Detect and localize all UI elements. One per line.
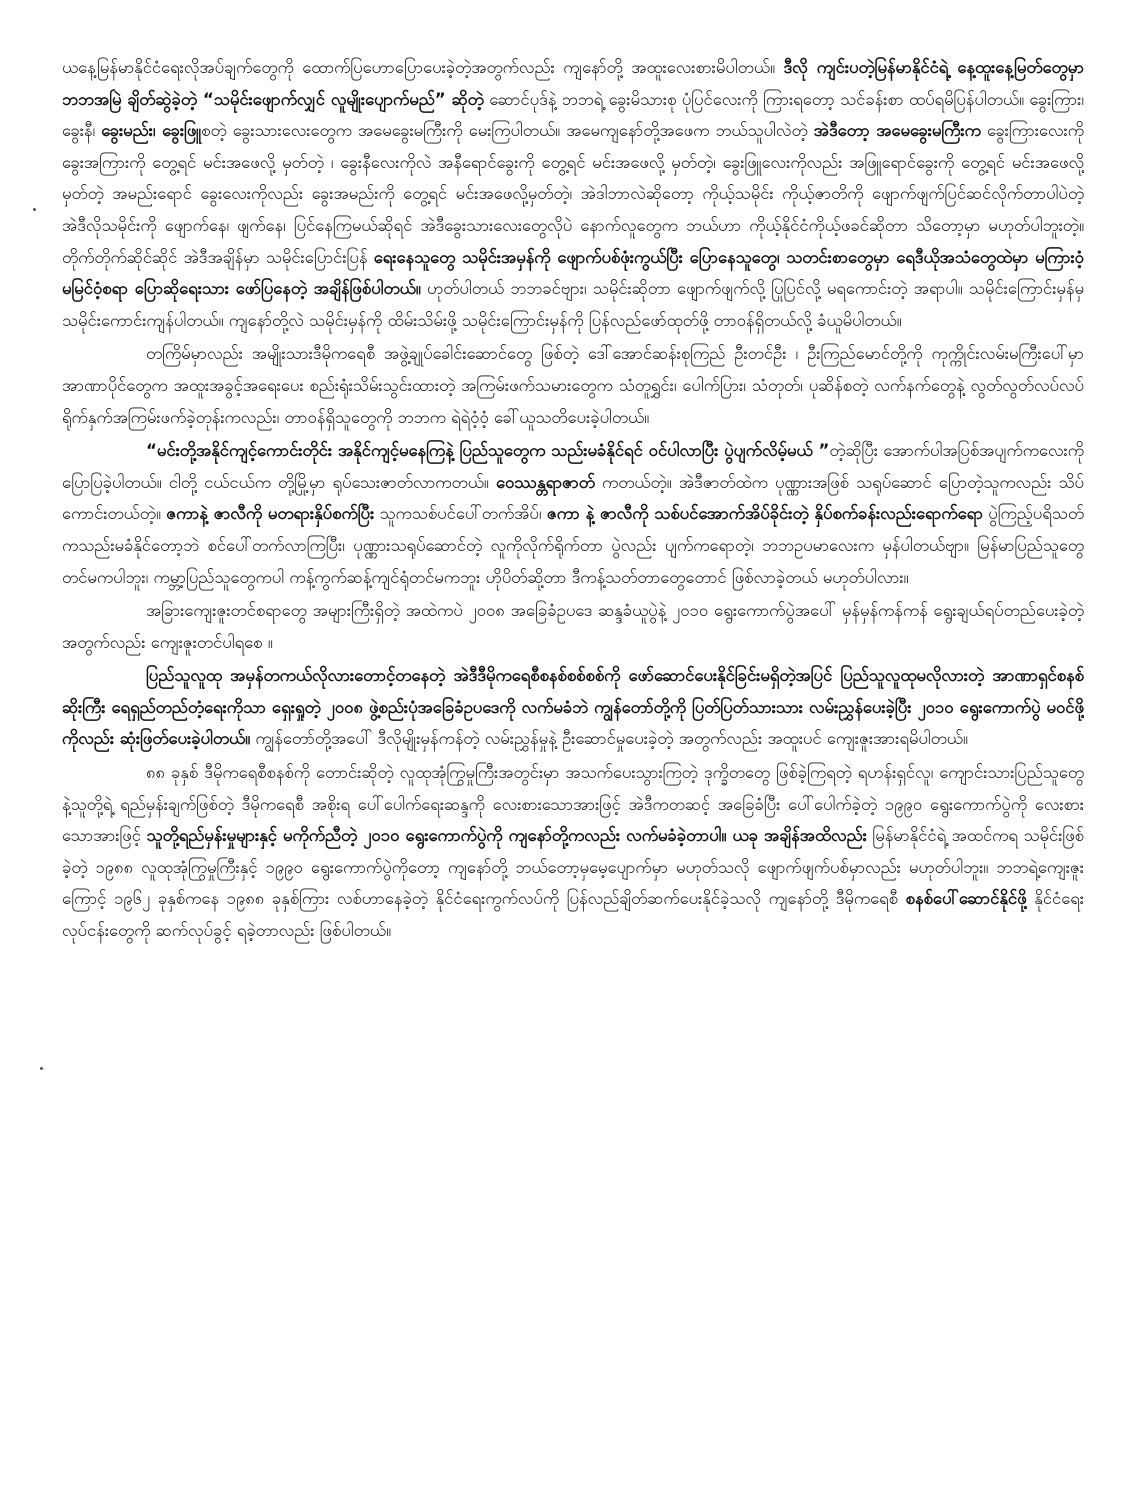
bold-text-segment: ဇကာ နဲ့ ဇာလီကို သစ်ပင်အောက်အိပ်ခိုင်းတဲ့ နှိပ်စက်ခန်းလည်းရောက်ရော bbox=[546, 504, 983, 524]
text-segment: ဟုတ်ပါတယ် ဘဘခင်ဗျား၊ သမိုင်းဆိုတာ ဖျောက်ဖျက်လို့ ပြုပြင်လို့ မရကောင်းတဲ့ အရာပါ။ သမိုင်းကြောင်းမှန်မှ သမိုင်းကောင်းကျန်ပါတယ်။ ကျနော်တို့လဲ သမိုင်းမှန်ကို ထိမ်းသိမ်းဖို့ သမိုင်းကြောင်းမှန်ကို ပြန်လည်ဖော်ထုတ်ဖို့ တာဝန်ရှိတယ်လို့ ခံယူမိပါတယ်။ bbox=[62, 279, 1084, 330]
bold-text-segment: ဝေဿန္တရာဇာတ် bbox=[495, 472, 595, 492]
text-segment: ကျွန်တော်တို့အပေါ် ဒီလိုမျိုးမှန်ကန်တဲ့ လမ်းညွှန်မှုနဲ့ ဦးဆောင်မှုပေးခဲ့တဲ့ အတွက်လည်း အထူးပင် ကျေးဇူးအားရမိပါတယ်။ bbox=[250, 729, 968, 749]
bold-text-segment: ဒီလို ကျင်းပတဲ့မြန်မာနိုင်ငံရဲ့ နေ့ထူးနေ့မြတ်တွေမှာ ဘဘအမြဲ ချိတ်ဆွဲခဲ့တဲ့ bbox=[62, 58, 1084, 109]
bold-text-segment: ပြည်သူလူထု အမှန်တကယ်လိုလားတောင့်တနေတဲ့ အဲဒီဒီမိုကရေစီစနစ်စစ်စစ်ကို ဖော်ဆောင်ပေးနိုင်ခြင်းမရှိတဲ့အပြင် ပြည်သူလူထုမလိုလားတဲ့ အာဏာရှင်စနစ်ဆိုးကြီး ရေရှည်တည်တံ့ရေးကိုသာ ရှေးရှုတဲ့ ၂၀၀၈ ဖွဲ့စည်းပုံအခြေခံဥပဒေကို လက်မခံဘဲ ကျွန်တော်တို့ကို ပြတ်ပြတ်သားသား လမ်းညွှန်ပေးခဲ့ပြီး ၂၀၁၀ ရွေးကောက်ပွဲ မဝင်ဖို့ကိုလည်း ဆုံးဖြတ်ပေးခဲ့ပါတယ်။ bbox=[62, 666, 1084, 749]
text-segment: နိုင်ငံရေးလုပ်ငန်းတွေကို ဆက်လုပ်ခွင့် ရခဲ့တာလည်း ဖြစ်ပါတယ်။ bbox=[62, 889, 1084, 941]
text-segment: သူကသစ်ပင်ပေါ်တက်အိပ်၊ bbox=[374, 504, 547, 524]
scan-speck bbox=[33, 208, 36, 211]
text-segment: မြန်မာနိုင်ငံရဲ့ အထင်ကရ သမိုင်းဖြစ်ခဲ့တဲ့ ၁၉၈၈ လူထုအုံကြွမှုကြီးနှင့် ၁၉၉၀ ရွေးကောက်ပွဲကိုတော့ ကျနော်တို့ ဘယ်တော့မှမေ့ပျောက်မှာ မဟုတ်သလို ဖျောက်ဖျက်ပစ်မှာလည်း မဟုတ်ပါဘူး။ ဘဘရဲ့ကျေးဇူးကြောင့် ၁၉၆၂ ခုနှစ်ကနေ ၁၉၈၈ ခုနှစ်ကြား လစ်ဟာနေခဲ့တဲ့ နိုင်ငံရေးကွက်လပ်ကို ပြန်လည်ချိတ်ဆက်ပေးနိုင်ခဲ့သလို ကျနော်တို့ ဒီမိုကရေစီ bbox=[62, 826, 1084, 909]
bold-text-segment: ခွေးမည်း၊ ခွေးဖြူ bbox=[101, 121, 202, 141]
document-body bbox=[62, 52, 1084, 947]
text-segment: အခြားကျေးဇူးတင်စရာတွေ အများကြီးရှိတဲ့ အထဲကပဲ ၂၀၀၈ အခြေခံဥပဒေ ဆန္ဒခံယူပွဲနဲ့ ၂၀၁၀ ရွေးကောက်ပွဲအပေါ် မှန်မှန်ကန်ကန် ရွေးချယ်ရပ်တည်ပေးခဲ့တဲ့အတွက်လည်း ကျေးဇူးတင်ပါရစေ ။ bbox=[62, 601, 1084, 652]
paragraph-p4 bbox=[62, 595, 1084, 658]
bold-text-segment: “မင်းတို့အနိုင်ကျင့်ကောင်းတိုင်း အနိုင်ကျင့်မနေကြနဲ့ ပြည်သူတွေက သည်းမခံနိုင်ရင် ဝင်ပါလာပြီး ပွဲပျက်လိမ့်မယ် ” bbox=[146, 441, 830, 461]
text-segment: တဲ့ဆိုပြီး အောက်ပါအပြစ်အပျက်ကလေးကို ပြောပြခဲ့ပါတယ်။ ငါတို့ ငယ်ငယ်က တို့မြို့မှာ ရုပ်သေးဇာတ်လာကတယ်။ bbox=[62, 441, 1084, 492]
bold-text-segment: အဲဒီတော့ အမေခွေးမကြီးက bbox=[813, 121, 981, 141]
paragraph-p2 bbox=[62, 338, 1084, 433]
bold-text-segment: စနစ်ပေါ်ဆောင်နိုင်ဖို့ bbox=[905, 889, 1027, 909]
paragraph-p3 bbox=[62, 435, 1084, 593]
bold-text-segment: ရေးနေသူတွေ သမိုင်းအမှန်ကို ဖျောက်ပစ်ဖုံးကွယ်ပြီး ပြောနေသူတွေ၊ သတင်းစာတွေမှာ ရေဒီယိုအသံတွေထဲမှာ မကြားဝံ့ မမြင်ဝံ့စရာ ပြောဆိုရေးသား ဖော်ပြနေတဲ့ အချိန်ဖြစ်ပါတယ်။ bbox=[62, 247, 1084, 299]
text-segment: ပွဲကြည့်ပရိသတ်ကသည်းမခံနိုင်တော့ဘဲ စင်ပေါ်တက်လာကြပြီး၊ ပုဏ္ဏားသရုပ်ဆောင်တဲ့ လူကိုလိုက်ရိုက်တာ ပွဲလည်း ပျက်ကရောတဲ့၊ ဘဘဥပမာလေးက မှန်ပါတယ်ဗျာ။ မြန်မာပြည်သူတွေ တင်မကပါဘူး၊ ကမ္ဘာ့ပြည်သူတွေကပါ ကန့်ကွက်ဆန့်ကျင်ရုံတင်မကဘူး ဟိုပိတ်ဆို့တာ ဒီကန့်သတ်တာတွေတောင် ဖြစ်လာခဲ့တယ် မဟုတ်ပါလား။ bbox=[62, 504, 1084, 587]
text-segment: ယနေ့မြန်မာနိုင်ငံရေးလိုအပ်ချက်တွေကို ထောက်ပြဟောပြောပေးခဲ့တဲ့အတွက်လည်း ကျနော်တို့ အထူးလေးစားမိပါတယ်။ bbox=[62, 58, 784, 77]
paragraph-p6 bbox=[62, 757, 1084, 947]
bold-text-segment: “သမိုင်းဖျောက်လျှင် လူမျိုးပျောက်မည်” ဆိုတဲ့ bbox=[202, 89, 484, 109]
bold-text-segment: ဇကာနဲ့ ဇာလီကို မတရားနှိပ်စက်ပြီး bbox=[166, 504, 375, 524]
text-segment: စတဲ့ ခွေးသားလေးတွေက အမေခွေးမကြီးကို မေးကြပါတယ်။ အမေကျနော်တို့အဖေက ဘယ်သူပါလဲတဲ့ bbox=[201, 121, 814, 141]
paragraph-p1 bbox=[62, 52, 1084, 336]
bold-text-segment: သူတို့ရည်မှန်းမှုများနှင့် မကိုက်ညီတဲ့ ၂၀၁၀ ရွေးကောက်ပွဲကို ကျနော်တို့ကလည်း လက်မခံခဲ့တာပါ။ ယခု အချိန်အထိလည်း bbox=[146, 826, 867, 846]
paragraph-p5 bbox=[62, 660, 1084, 755]
text-segment: တကြိမ်မှာလည်း အမျိုးသားဒီမိုကရေစီ အဖွဲ့ချုပ်ခေါင်းဆောင်တွေ ဖြစ်တဲ့ ဒေါ်အောင်ဆန်းစုကြည် ဦးတင်ဦး ၊ ဦးကြည်မောင်တို့ကို ကုက္ကိုင်းလမ်းမကြီးပေါ်မှာ အာဏာပိုင်တွေက အထူးအခွင့်အရေးပေး စည်းရုံးသိမ်းသွင်းထားတဲ့ အကြမ်းဖက်သမားတွေက သံတူရွှင်း၊ ပေါက်ပြား၊ သံတုတ်၊ ပုဆိန်စတဲ့ လက်နက်တွေနဲ့ လွတ်လွတ်လပ်လပ် ရိုက်နှက်အကြမ်းဖက်ခဲ့တုန်းကလည်း၊ တာဝန်ရှိသူတွေကို ဘဘက ရဲရဲဝံ့ဝံ့ ခေါ်ယူသတိပေးခဲ့ပါတယ်။ bbox=[62, 344, 1084, 427]
document-page bbox=[62, 52, 1084, 1472]
text-segment: ကတယ်တဲ့။ အဲဒီဇာတ်ထဲက ပုဏ္ဏားအဖြစ် သရုပ်ဆောင် ပြောတဲ့သူကလည်း သိပ်ကောင်းတယ်တဲ့။ bbox=[62, 472, 1084, 524]
scan-speck bbox=[40, 1067, 43, 1070]
text-segment: ခွေးကြားလေးကို ခွေးအကြားကို တွေ့ရင် မင်းအဖေလို့ မှတ်တဲ့ ၊ ခွေးနီလေးကိုလဲ အနီရောင်ခွေးကို တွေ့ရင် မင်းအဖေလို့ မှတ်တဲ့၊ ခွေးဖြူလေးကိုလည်း အဖြူရောင်ခွေးကို တွေ့ရင် မင်းအဖေလို့မှတ်တဲ့ အမည်းရောင် ခွေးလေးကိုလည်း ခွေးအမည်းကို တွေ့ရင် မင်းအဖေလို့မှတ်တဲ့၊ အဲဒါဘာလဲဆိုတော့ ကိုယ့်သမိုင်း ကိုယ့်ဇာတိကို ဖျောက်ဖျက်ပြင်ဆင်လိုက်တာပါပဲတဲ့ အဲဒီလိုသမိုင်းကို ဖျောက်နေ၊ ဖျက်နေ၊ ပြင်နေကြမယ်ဆိုရင် အဲဒီခွေးသားလေးတွေလိုပဲ နောက်လူတွေက ဘယ်ဟာ ကိုယ့်နိုင်ငံကိုယ့်ဖခင်ဆိုတာ သိတော့မှာ မဟုတ်ပါဘူးတဲ့။ တိုက်တိုက်ဆိုင်ဆိုင် အဲဒီအချိန်မှာ သမိုင်းပြောင်းပြန် bbox=[62, 121, 1084, 267]
text-segment: ၈၈ ခုနှစ် ဒီမိုကရေစီစနစ်ကို တောင်းဆိုတဲ့ လူထုအုံကြွမှုကြီးအတွင်းမှာ အသက်ပေးသွားကြတဲ့ ဒုက္ခိတတွေ ဖြစ်ခဲ့ကြရတဲ့ ရဟန်းရှင်လူ၊ ကျောင်းသားပြည်သူတွေနဲ့သူတို့ရဲ့ ရည်မှန်းချက်ဖြစ်တဲ့ ဒီမိုကရေစီ အစိုးရ ပေါ်ပေါက်ရေးဆန္ဒကို လေးစားသောအားဖြင့် အဲဒီကတဆင့် အခြေခံပြီး ပေါ်ပေါက်ခဲ့တဲ့ ၁၉၉၀ ရွေးကောက်ပွဲကို လေးစားသောအားဖြင့် bbox=[62, 763, 1084, 846]
text-segment: ဆောင်ပုဒ်နဲ့ ဘဘရဲ့ ခွေးမိသားစု ပုံပြင်လေးကို ကြားရတော့ သင်ခန်းစာ ထပ်ရမိပြန်ပါတယ်။ ခွေးကြား၊ ခွေးနီ၊ bbox=[62, 89, 1084, 141]
